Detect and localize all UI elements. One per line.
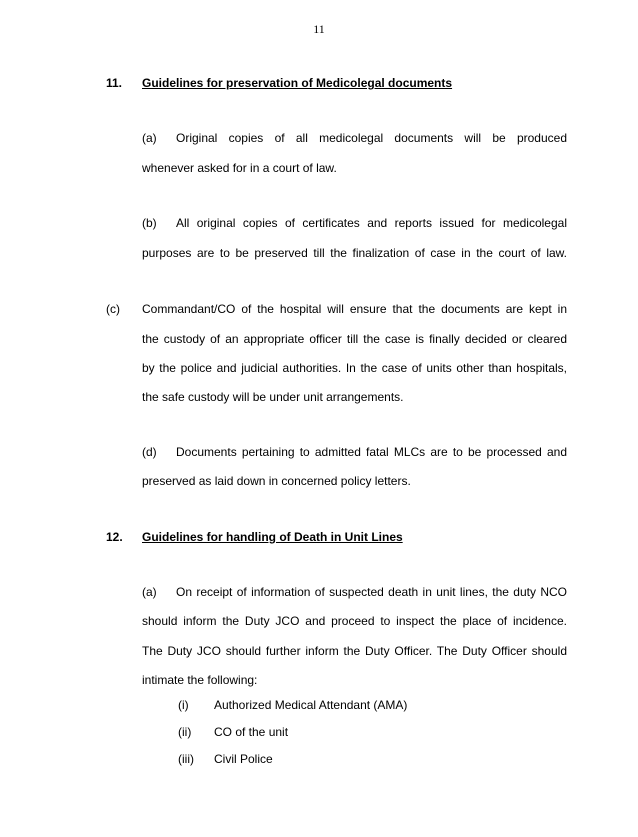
item-marker: (a) <box>142 131 157 145</box>
item-marker: (i) <box>178 698 189 712</box>
paragraph-line: The Duty JCO should further inform the Duty Officer. The Duty Officer should <box>142 644 567 658</box>
paragraph-line: by the police and judicial authorities. In the case of units other than hospitals, <box>142 361 567 375</box>
paragraph-line: purposes are to be preserved till the finalization of case in the court of law. <box>142 246 567 260</box>
item-marker: (d) <box>142 445 157 459</box>
paragraph-line <box>142 216 567 231</box>
page-number: 11 <box>313 22 325 36</box>
paragraph-line: the custody of an appropriate officer till the case is finally decided or cleared <box>142 332 567 346</box>
paragraph-text: On receipt of information of suspected death in unit lines, the duty NCO <box>176 585 567 599</box>
section-number: 11. <box>106 76 123 90</box>
paragraph-line <box>142 445 567 460</box>
paragraph-line <box>142 131 567 146</box>
item-marker: (c) <box>106 302 120 316</box>
item-marker: (ii) <box>178 725 192 739</box>
paragraph-line: Commandant/CO of the hospital will ensure that the documents are kept in <box>142 302 567 316</box>
section-heading: Guidelines for handling of Death in Unit Lines <box>142 530 403 544</box>
section-number: 12. <box>106 530 123 544</box>
list-item-text: CO of the unit <box>214 725 289 739</box>
paragraph-line: should inform the Duty JCO and proceed to inspect the place of incidence. <box>142 614 567 628</box>
paragraph-text: All original copies of certificates and reports issued for medicolegal <box>176 216 567 230</box>
list-item-text: Authorized Medical Attendant (AMA) <box>214 698 408 712</box>
paragraph-line: whenever asked for in a court of law. <box>142 161 337 175</box>
paragraph-line: the safe custody will be under unit arrangements. <box>142 390 404 404</box>
item-marker: (iii) <box>178 752 194 766</box>
list-item-text: Civil Police <box>214 752 273 766</box>
list-item <box>178 725 288 740</box>
section-heading: Guidelines for preservation of Medicolegal documents <box>142 76 453 90</box>
paragraph-line: preserved as laid down in concerned policy letters. <box>142 474 411 488</box>
paragraph-text: Original copies of all medicolegal documents will be produced <box>176 131 567 145</box>
item-marker: (b) <box>142 216 157 230</box>
paragraph-line: intimate the following: <box>142 673 258 687</box>
list-item <box>178 752 273 767</box>
paragraph-line <box>142 585 567 600</box>
list-item <box>178 698 407 713</box>
paragraph-text: Documents pertaining to admitted fatal MLCs are to be processed and <box>176 445 567 459</box>
item-marker: (a) <box>142 585 157 599</box>
